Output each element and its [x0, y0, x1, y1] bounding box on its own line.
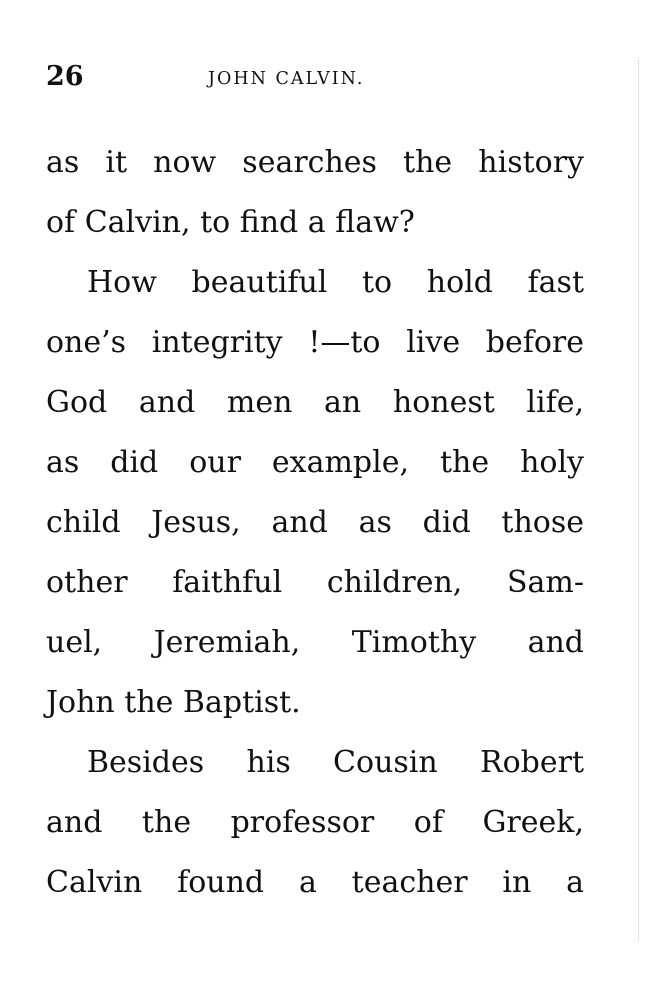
text-line: of Calvin, to find a flaw?	[46, 205, 415, 240]
paragraph-first-line: Besides his Cousin Robert	[87, 745, 584, 780]
text-line: God and men an honest life,	[46, 385, 584, 420]
paragraph-first-line: How beautiful to hold fast	[87, 265, 584, 300]
body-text	[46, 133, 584, 913]
text-line: other faithful children, Sam-	[46, 565, 584, 600]
text-line: as it now searches the history	[46, 145, 584, 180]
page-number: 26	[46, 61, 84, 92]
page-edge	[637, 60, 639, 940]
text-line: uel, Jeremiah, Timothy and	[46, 625, 584, 660]
text-line: and the professor of Greek,	[46, 805, 584, 840]
text-line: John the Baptist.	[46, 685, 301, 720]
page-header	[46, 60, 586, 100]
text-line: child Jesus, and as did those	[46, 505, 584, 540]
text-line: as did our example, the holy	[46, 445, 584, 480]
text-line: one’s integrity !—to live before	[46, 325, 584, 360]
running-title: JOHN CALVIN.	[208, 69, 365, 89]
text-line: Calvin found a teacher in a	[46, 865, 584, 900]
